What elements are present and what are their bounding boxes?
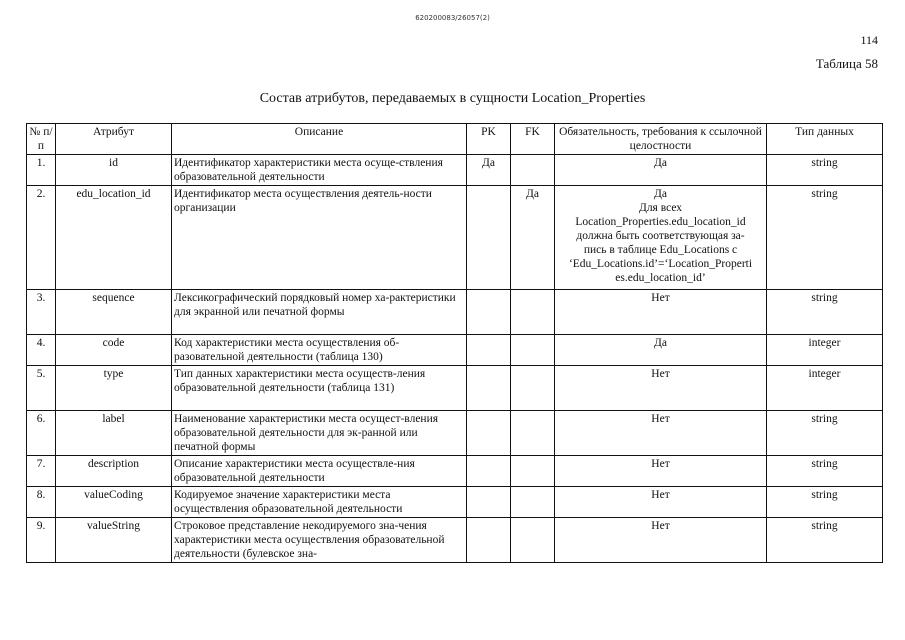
row-description: Код характеристики места осуществления об-разовательной деятельности (таблица 130) bbox=[172, 335, 467, 366]
row-required bbox=[555, 411, 767, 456]
table-row bbox=[27, 411, 883, 456]
row-attribute: id bbox=[56, 155, 172, 186]
row-number: 6. bbox=[27, 411, 56, 456]
row-pk bbox=[467, 335, 511, 366]
row-attribute: valueString bbox=[56, 518, 172, 563]
row-fk: Да bbox=[511, 186, 555, 290]
row-type: string bbox=[767, 456, 883, 487]
requirement-line: Да bbox=[654, 188, 667, 200]
row-number: 5. bbox=[27, 366, 56, 411]
row-type: string bbox=[767, 186, 883, 290]
row-attribute: valueCoding bbox=[56, 487, 172, 518]
row-description: Кодируемое значение характеристики места осуществления образовательной деятельности bbox=[172, 487, 467, 518]
requirement-line: Да bbox=[654, 157, 667, 169]
row-attribute: type bbox=[56, 366, 172, 411]
requirement-line: Нет bbox=[651, 489, 670, 501]
col-header-description: Описание bbox=[172, 124, 467, 155]
row-required bbox=[555, 456, 767, 487]
row-pk bbox=[467, 487, 511, 518]
row-description: Идентификатор места осуществления деятель-ности организации bbox=[172, 186, 467, 290]
row-required bbox=[555, 186, 767, 290]
requirement-line: Да bbox=[654, 337, 667, 349]
col-header-no: № п/п bbox=[27, 124, 56, 155]
requirement-line: Нет bbox=[651, 292, 670, 304]
row-attribute: code bbox=[56, 335, 172, 366]
row-description: Строковое представление некодируемого зна-чения характеристики места осуществления образовательной деятельности (булевское зна- bbox=[172, 518, 467, 563]
row-number: 8. bbox=[27, 487, 56, 518]
row-fk bbox=[511, 335, 555, 366]
row-fk bbox=[511, 487, 555, 518]
requirement-line: Нет bbox=[651, 368, 670, 380]
row-attribute: description bbox=[56, 456, 172, 487]
requirement-line: Нет bbox=[651, 520, 670, 532]
attributes-table bbox=[26, 123, 883, 563]
row-fk bbox=[511, 411, 555, 456]
row-number: 2. bbox=[27, 186, 56, 290]
table-row bbox=[27, 290, 883, 335]
row-number: 7. bbox=[27, 456, 56, 487]
col-header-pk: PK bbox=[467, 124, 511, 155]
row-fk bbox=[511, 366, 555, 411]
row-required bbox=[555, 335, 767, 366]
table-header-row bbox=[27, 124, 883, 155]
col-header-required: Обязательность, требования к ссылочной целостности bbox=[555, 124, 767, 155]
row-pk bbox=[467, 518, 511, 563]
row-number: 3. bbox=[27, 290, 56, 335]
row-attribute: sequence bbox=[56, 290, 172, 335]
table-label: Таблица 58 bbox=[815, 56, 878, 71]
row-type: string bbox=[767, 155, 883, 186]
requirement-line: должна быть соответствующая за- bbox=[576, 230, 745, 242]
row-pk bbox=[467, 366, 511, 411]
row-type: string bbox=[767, 487, 883, 518]
row-number: 1. bbox=[27, 155, 56, 186]
requirement-line: Нет bbox=[651, 458, 670, 470]
row-attribute: edu_location_id bbox=[56, 186, 172, 290]
row-fk bbox=[511, 155, 555, 186]
row-description: Описание характеристики места осуществле-ния образовательной деятельности bbox=[172, 456, 467, 487]
table-row bbox=[27, 456, 883, 487]
requirement-line: Location_Properties.edu_location_id bbox=[575, 216, 746, 228]
table-caption: Состав атрибутов, передаваемых в сущности Location_Properties bbox=[259, 91, 646, 106]
row-fk bbox=[511, 456, 555, 487]
row-description: Тип данных характеристики места осуществ-ления образовательной деятельности (таблица 131) bbox=[172, 366, 467, 411]
table-row bbox=[27, 518, 883, 563]
requirement-line: Нет bbox=[651, 413, 670, 425]
row-pk bbox=[467, 411, 511, 456]
requirement-line: пись в таблице Edu_Locations с bbox=[583, 244, 738, 256]
row-required bbox=[555, 155, 767, 186]
requirement-line: Для всех bbox=[638, 202, 683, 214]
row-type: integer bbox=[767, 366, 883, 411]
row-type: string bbox=[767, 411, 883, 456]
table-row bbox=[27, 487, 883, 518]
row-required bbox=[555, 290, 767, 335]
table-row bbox=[27, 155, 883, 186]
row-pk bbox=[467, 456, 511, 487]
document-id: 620200083/26057(2) bbox=[415, 14, 490, 22]
row-type: integer bbox=[767, 335, 883, 366]
col-header-fk: FK bbox=[511, 124, 555, 155]
row-description: Наименование характеристики места осущест-вления образовательной деятельности для эк-ранной или печатной формы bbox=[172, 411, 467, 456]
table-row bbox=[27, 335, 883, 366]
row-pk: Да bbox=[467, 155, 511, 186]
row-required bbox=[555, 366, 767, 411]
page-number: 114 bbox=[860, 33, 878, 47]
row-required bbox=[555, 487, 767, 518]
col-header-attribute: Атрибут bbox=[56, 124, 172, 155]
row-pk bbox=[467, 186, 511, 290]
requirement-line: es.edu_location_id’ bbox=[615, 272, 706, 284]
table-body bbox=[27, 155, 883, 563]
row-fk bbox=[511, 290, 555, 335]
col-header-type: Тип данных bbox=[767, 124, 883, 155]
row-description: Лексикографический порядковый номер ха-рактеристики для экранной или печатной формы bbox=[172, 290, 467, 335]
row-type: string bbox=[767, 518, 883, 563]
row-fk bbox=[511, 518, 555, 563]
row-required bbox=[555, 518, 767, 563]
row-number: 4. bbox=[27, 335, 56, 366]
table-row bbox=[27, 366, 883, 411]
row-description: Идентификатор характеристики места осуще-ствления образовательной деятельности bbox=[172, 155, 467, 186]
requirement-line: ‘Edu_Locations.id’=‘Location_Properti bbox=[568, 258, 753, 270]
row-pk bbox=[467, 290, 511, 335]
row-attribute: label bbox=[56, 411, 172, 456]
table-row bbox=[27, 186, 883, 290]
row-type: string bbox=[767, 290, 883, 335]
row-number: 9. bbox=[27, 518, 56, 563]
